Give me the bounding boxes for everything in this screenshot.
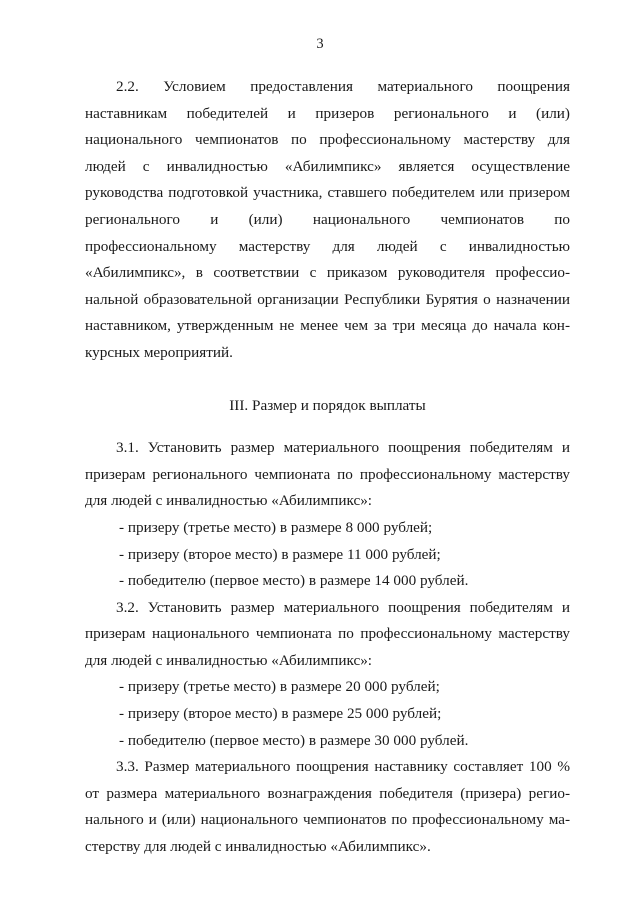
paragraph-3-2: 3.2. Установить размер материального поощрения победителям и призерам национального чемпионата по профессиональному мастерству для людей с инвалидностью «Абилимпикс»: (85, 598, 570, 669)
paragraph-3-1: 3.1. Установить размер материального поощрения победителям и призерам регионального чемпионата по профессиональному мастерству для людей с инвалидностью «Абилимпикс»: (85, 439, 570, 510)
section-title: III. Размер и порядок выплаты (229, 396, 426, 414)
list-item: - призеру (третье место) в размере 8 000 рублей; (119, 518, 433, 536)
paragraph-2-2: 2.2. Условием предоставления материального поощрения наставникам победителей и призеров регионального и (или) национального чемпионатов по профессиональному мастерству для людей с инвалидностью «Абилимпикс» является осуществление руководства подготовкой участника, ставшего победителем или призером регионального и (или) национального чемпионатов по профессиональному мастерству для людей с инвалидностью «Абилимпикс», в соответствии с приказом руководителя профессиональной образовательной организации Республики Бурятия о назначении наставником, утвержденным не менее чем за три месяца до начала конкурсных мероприятий. (85, 78, 570, 361)
document-body (85, 74, 570, 861)
page-number: 3 (316, 36, 324, 52)
list-item: - победителю (первое место) в размере 30 000 рублей. (119, 731, 469, 749)
list-item: - призеру (третье место) в размере 20 000 рублей; (119, 678, 440, 696)
list-item: - призеру (второе место) в размере 25 000 рублей; (119, 705, 442, 723)
list-item: - призеру (второе место) в размере 11 000 рублей; (119, 545, 441, 563)
paragraph-3-3: 3.3. Размер материального поощрения наставнику составляет 100 % от размера материального вознаграждения победителя (призера) регионального и (или) национального чемпионатов по профессиональному мастерству для людей с инвалидностью «Абилимпикс». (85, 758, 570, 856)
list-item: - победителю (первое место) в размере 14 000 рублей. (119, 572, 469, 590)
